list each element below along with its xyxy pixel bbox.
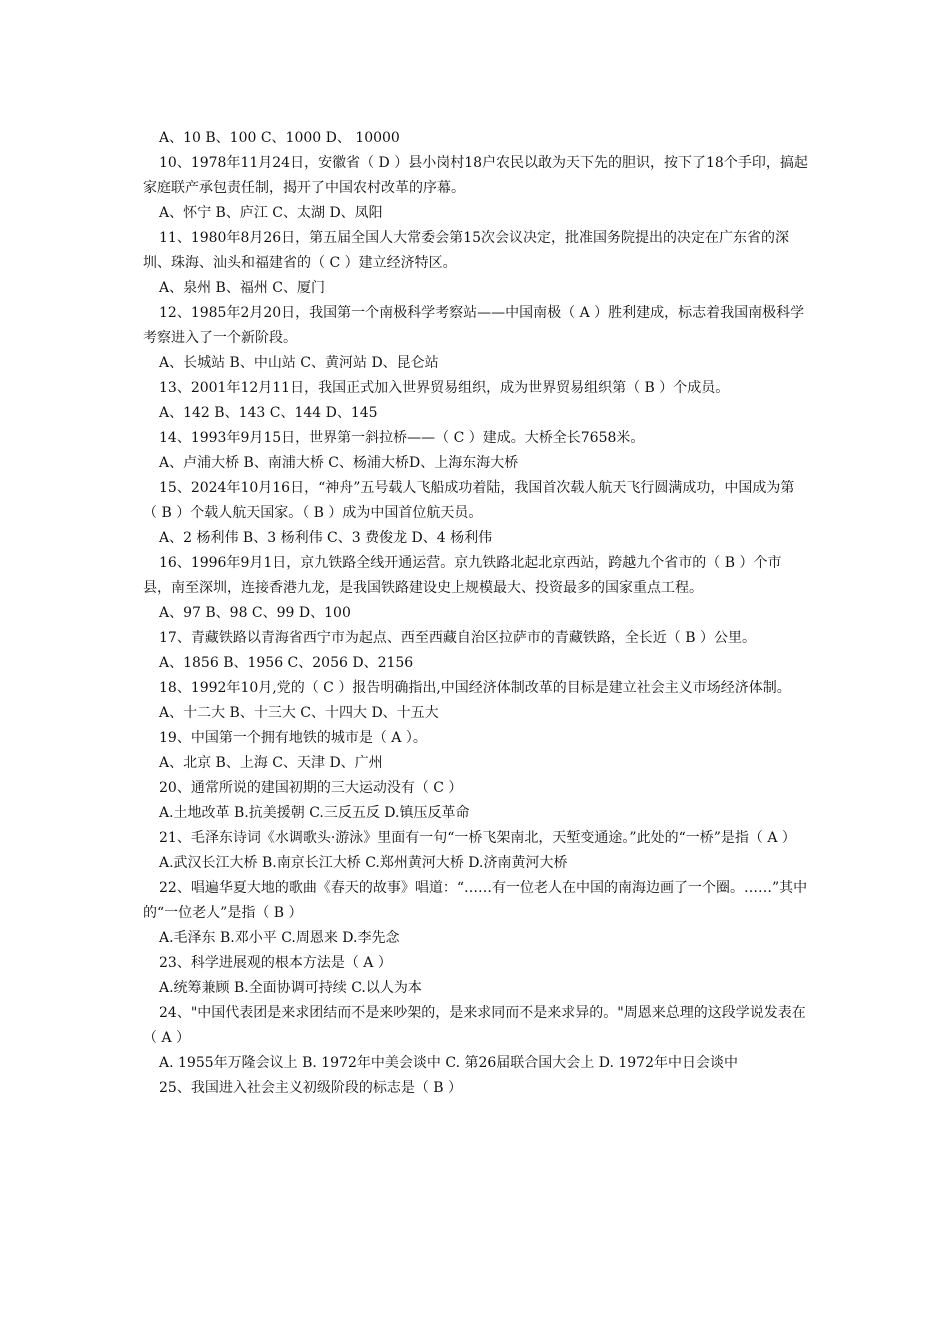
question-text: 25、我国进入社会主义初级阶段的标志是（ B ） bbox=[159, 1080, 463, 1096]
question-text: 21、毛泽东诗词《水调歌头·游泳》里面有一句“一桥飞架南北，天堑变通途。”此处的“一桥”是指（ A ） bbox=[159, 830, 796, 846]
question-text: 17、青藏铁路以青海省西宁市为起点、西至西藏自治区拉萨市的青藏铁路，全长近（ B ）公里。 bbox=[159, 630, 757, 646]
question-text: 23、科学进展观的根本方法是（ A ） bbox=[159, 955, 392, 971]
answer-options: A.统筹兼顾 B.全面协调可持续 C.以人为本 bbox=[159, 980, 422, 996]
question-text: 12、1985年2月20日，我国第一个南极科学考察站——中国南极（ A ）胜利建成，标志着我国南极科学考察进入了一个新阶段。 bbox=[143, 305, 805, 346]
answer-options: A.毛泽东 B.邓小平 C.周恩来 D.李先念 bbox=[159, 930, 400, 946]
answer-options: A、2 杨利伟 B、3 杨利伟 C、3 费俊龙 D、4 杨利伟 bbox=[159, 530, 493, 546]
question-text: 11、1980年8月26日，第五届全国人大常委会第15次会议决定，批准国务院提出的决定在广东省的深圳、珠海、汕头和福建省的（ C ）建立经济特区。 bbox=[143, 230, 789, 271]
question-text: 20、通常所说的建国初期的三大运动没有（ C ） bbox=[159, 780, 463, 796]
answer-options: A. 1955年万隆会议上 B. 1972年中美会谈中 C. 第26届联合国大会上 D. 1972年中日会谈中 bbox=[159, 1055, 738, 1071]
answer-options: A.土地改革 B.抗美援朝 C.三反五反 D.镇压反革命 bbox=[159, 805, 470, 821]
text-line: A、10 B、100 C、1000 D、 10000 bbox=[159, 130, 400, 146]
question-text: 22、唱遍华夏大地的歌曲《春天的故事》唱道：“……有一位老人在中国的南海边画了一个圈。……”其中的“一位老人”是指（ B ） bbox=[143, 880, 808, 921]
answer-options: A、北京 B、上海 C、天津 D、广州 bbox=[159, 755, 383, 771]
question-text: 14、1993年9月15日，世界第一斜拉桥——（ C ）建成。大桥全长7658米。 bbox=[159, 430, 645, 446]
answer-options: A、97 B、98 C、99 D、100 bbox=[159, 605, 351, 621]
answer-options: A、怀宁 B、庐江 C、太湖 D、凤阳 bbox=[159, 205, 383, 221]
answer-options: A.武汉长江大桥 B.南京长江大桥 C.郑州黄河大桥 D.济南黄河大桥 bbox=[159, 855, 568, 871]
question-text: 15、2024年10月16日，“神舟”五号载人飞船成功着陆，我国首次载人航天飞行圆满成功，中国成为第（ B ）个载人航天国家。（ B ）成为中国首位航天员。 bbox=[143, 480, 795, 521]
question-text: 10、1978年11月24日，安徽省（ D ）县小岗村18户农民以敢为天下先的胆识，按下了18个手印，搞起家庭联产承包责任制，揭开了中国农村改革的序幕。 bbox=[143, 155, 808, 196]
answer-options: A、泉州 B、福州 C、厦门 bbox=[159, 280, 326, 296]
question-text: 19、中国第一个拥有地铁的城市是（ A ）。 bbox=[159, 730, 427, 746]
document-page bbox=[143, 126, 808, 1101]
question-text: 16、1996年9月1日，京九铁路全线开通运营。京九铁路北起北京西站，跨越九个省市的（ B ）个市县，南至深圳，连接香港九龙，是我国铁路建设史上规模最大、投资最多的国家重点工程。 bbox=[143, 555, 782, 596]
question-text: 18、1992年10月,党的（ C ）报告明确指出,中国经济体制改革的目标是建立社会主义市场经济体制。 bbox=[159, 680, 791, 696]
question-text: 24、"中国代表团是来求团结而不是来吵架的，是来求同而不是来求异的。"周恩来总理的这段学说发表在（ A ） bbox=[143, 1005, 806, 1046]
answer-options: A、长城站 B、中山站 C、黄河站 D、昆仑站 bbox=[159, 355, 439, 371]
answer-options: A、卢浦大桥 B、南浦大桥 C、杨浦大桥D、上海东海大桥 bbox=[159, 455, 519, 471]
question-text: 13、2001年12月11日，我国正式加入世界贸易组织，成为世界贸易组织第（ B ）个成员。 bbox=[159, 380, 730, 396]
answer-options: A、142 B、143 C、144 D、145 bbox=[159, 405, 378, 421]
answer-options: A、1856 B、1956 C、2056 D、2156 bbox=[159, 655, 414, 671]
answer-options: A、十二大 B、十三大 C、十四大 D、十五大 bbox=[159, 705, 439, 721]
